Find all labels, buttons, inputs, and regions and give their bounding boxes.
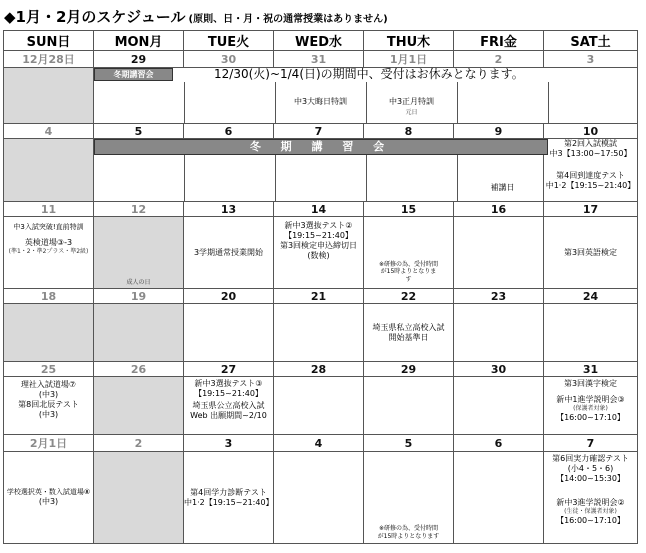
date-cell: 17 (544, 202, 638, 217)
date-cell: 14 (274, 202, 364, 217)
event-line: 埼玉県私立高校入試 (372, 322, 445, 332)
event-line: 第8回北辰テスト (18, 400, 79, 409)
reception-note: ※研修の為、受付時間が15時よりとなります (378, 260, 439, 284)
day-cell (4, 304, 94, 362)
day-cell (94, 377, 184, 435)
date-cell: 23 (454, 289, 544, 304)
event-line: (準1・2・準2プラス・準2級) (8, 247, 89, 255)
date-cell: 6 (184, 124, 274, 139)
date-cell: 9 (454, 124, 544, 139)
event-line: 第3回検定申込締切日 (279, 241, 358, 250)
event-line: 中3入試突破!直前特訓 (13, 223, 84, 231)
day-cell-sat (544, 217, 638, 289)
date-cell: 10 (544, 124, 638, 139)
date-row (4, 362, 638, 377)
event-line: 【16:00~17:10】 (556, 515, 625, 525)
event-fri: 補講日 (490, 183, 515, 192)
date-cell: 6 (454, 435, 544, 452)
event-line: 第4回学力診断テスト (190, 487, 267, 497)
event-line: 第3回英語検定 (563, 247, 618, 257)
day-cell (274, 304, 364, 362)
day-cell (94, 452, 184, 544)
date-cell: 27 (184, 362, 274, 377)
event-line: Web 出願期間~2/10 (190, 411, 267, 420)
day-cell (94, 304, 184, 362)
winter-course-label: 冬期講習会 (94, 68, 173, 81)
date-row (4, 51, 638, 68)
day-cell (184, 304, 274, 362)
event-row (4, 377, 638, 435)
date-cell: 7 (544, 435, 638, 452)
date-row (4, 435, 638, 452)
event-line: (中3) (38, 390, 59, 399)
date-cell: 26 (94, 362, 184, 377)
event-line: (中3) (38, 496, 59, 506)
event-line: 中1·2【19:15~21:40】 (545, 181, 636, 190)
date-cell: 18 (4, 289, 94, 304)
day-cell-wed (274, 217, 364, 289)
day-cell (454, 377, 544, 435)
date-cell: 12 (94, 202, 184, 217)
event-line: (保護者対象) (573, 405, 608, 412)
holiday-label: 成人の日 (126, 278, 151, 286)
date-cell: 5 (364, 435, 454, 452)
winter-course-bar: 冬 期 講 習 会 (94, 139, 548, 155)
day-cell-sat (544, 377, 638, 435)
holiday-notice: 12/30(火)~1/4(日)の期間中、受付はお休みとなります。 (214, 67, 524, 81)
day-cell-fri (454, 217, 544, 289)
date-cell: 2 (454, 51, 544, 68)
date-cell: 11 (4, 202, 94, 217)
event-line: 新中3選抜テスト③ (194, 379, 263, 388)
event-row (4, 304, 638, 362)
calendar-table (3, 30, 638, 544)
event-row (4, 452, 638, 544)
weekday-thu: THU木 (364, 31, 454, 51)
date-cell: 30 (184, 51, 274, 68)
event-line: 第4回到達度テスト (556, 171, 625, 180)
date-cell: 5 (94, 124, 184, 139)
event-line: 英検道場③-3 (24, 237, 73, 247)
date-cell: 22 (364, 289, 454, 304)
date-cell: 20 (184, 289, 274, 304)
event-line: (小4・5・6) (567, 464, 614, 473)
day-cell (4, 68, 94, 124)
event-line: 第2回入試模試 (563, 139, 618, 148)
date-cell: 31 (544, 362, 638, 377)
date-cell: 29 (364, 362, 454, 377)
date-cell: 4 (4, 124, 94, 139)
event-thu-sub: 元日 (405, 109, 418, 116)
day-cell (544, 304, 638, 362)
day-cell (364, 377, 454, 435)
weekday-mon: MON月 (94, 31, 184, 51)
date-cell: 19 (94, 289, 184, 304)
day-cell (454, 452, 544, 544)
day-cell (274, 377, 364, 435)
date-cell: 29 (94, 51, 184, 68)
event-line: 新中3進学説明会② (556, 498, 625, 507)
event-line: 学校選択英・数入試道場⑧ (6, 488, 91, 497)
event-line: 【19:15~21:40】 (284, 231, 353, 240)
date-cell: 15 (364, 202, 454, 217)
date-cell: 31 (274, 51, 364, 68)
date-cell: 25 (4, 362, 94, 377)
weekday-sat: SAT土 (544, 31, 638, 51)
date-cell: 21 (274, 289, 364, 304)
reception-note: ※研修の為、受付時間が15時よりとなります (377, 525, 440, 541)
event-line: 3学期通常授業開始 (193, 247, 264, 257)
event-line: 理社入試道場⑦ (20, 380, 77, 389)
date-cell: 16 (454, 202, 544, 217)
event-row (4, 139, 638, 202)
day-cell-sat (544, 139, 638, 202)
event-line: 第6回実力確認テスト (552, 454, 629, 463)
date-cell: 1月1日 (364, 51, 454, 68)
event-line: 新中1進学説明会③ (556, 395, 625, 404)
date-cell: 12月28日 (4, 51, 94, 68)
event-line: 埼玉県公立高校入試 (192, 401, 265, 410)
date-cell: 28 (274, 362, 364, 377)
day-cell (4, 139, 94, 202)
day-cell-tue (184, 217, 274, 289)
date-cell: 24 (544, 289, 638, 304)
event-wed: 中3大晦日特訓 (293, 97, 348, 106)
date-row (4, 289, 638, 304)
weekday-header-row (4, 31, 638, 51)
event-line: (数検) (307, 251, 330, 260)
event-line: 開始基準日 (388, 332, 429, 342)
event-line: 中3【13:00~17:50】 (549, 149, 632, 158)
day-cell-thu (364, 304, 454, 362)
week2-events (94, 139, 544, 202)
date-cell: 3 (544, 51, 638, 68)
day-cell-sat (544, 452, 638, 544)
event-thu: 中3正月特訓 (388, 97, 435, 106)
day-cell-sun (4, 217, 94, 289)
day-cell-mon (94, 217, 184, 289)
date-cell: 4 (274, 435, 364, 452)
date-cell: 13 (184, 202, 274, 217)
event-line: 新中3選抜テスト② (284, 221, 353, 230)
day-cell-tue (184, 452, 274, 544)
event-line: (生徒・保護者対象) (564, 508, 617, 515)
date-cell: 7 (274, 124, 364, 139)
weekday-tue: TUE火 (184, 31, 274, 51)
day-cell-tue (184, 377, 274, 435)
date-row (4, 124, 638, 139)
event-row (4, 68, 638, 124)
page-title (4, 6, 388, 28)
event-line: (中3) (38, 410, 59, 419)
date-row (4, 202, 638, 217)
schedule-title: ◆1月・2月のスケジュール (4, 8, 186, 26)
event-line: 第3回漢字検定 (563, 379, 618, 388)
day-cell (274, 452, 364, 544)
event-row (4, 217, 638, 289)
date-cell: 3 (184, 435, 274, 452)
date-cell: 8 (364, 124, 454, 139)
weekday-sun: SUN日 (4, 31, 94, 51)
date-cell: 2月1日 (4, 435, 94, 452)
day-cell-thu (364, 452, 454, 544)
day-cell-sun (4, 452, 94, 544)
day-cell-sun (4, 377, 94, 435)
schedule-subtitle: (原則、日・月・祝の通常授業はありません) (188, 14, 388, 25)
date-cell: 2 (94, 435, 184, 452)
event-line: 【16:00~17:10】 (556, 412, 625, 422)
day-cell (454, 304, 544, 362)
date-cell: 30 (454, 362, 544, 377)
weekday-fri: FRI金 (454, 31, 544, 51)
event-line: 【14:00~15:30】 (556, 474, 625, 483)
event-line: 中1·2【19:15~21:40】 (184, 497, 274, 507)
day-cell-thu (364, 217, 454, 289)
event-line: 【19:15~21:40】 (194, 389, 263, 398)
week1-events (94, 68, 638, 124)
weekday-wed: WED水 (274, 31, 364, 51)
